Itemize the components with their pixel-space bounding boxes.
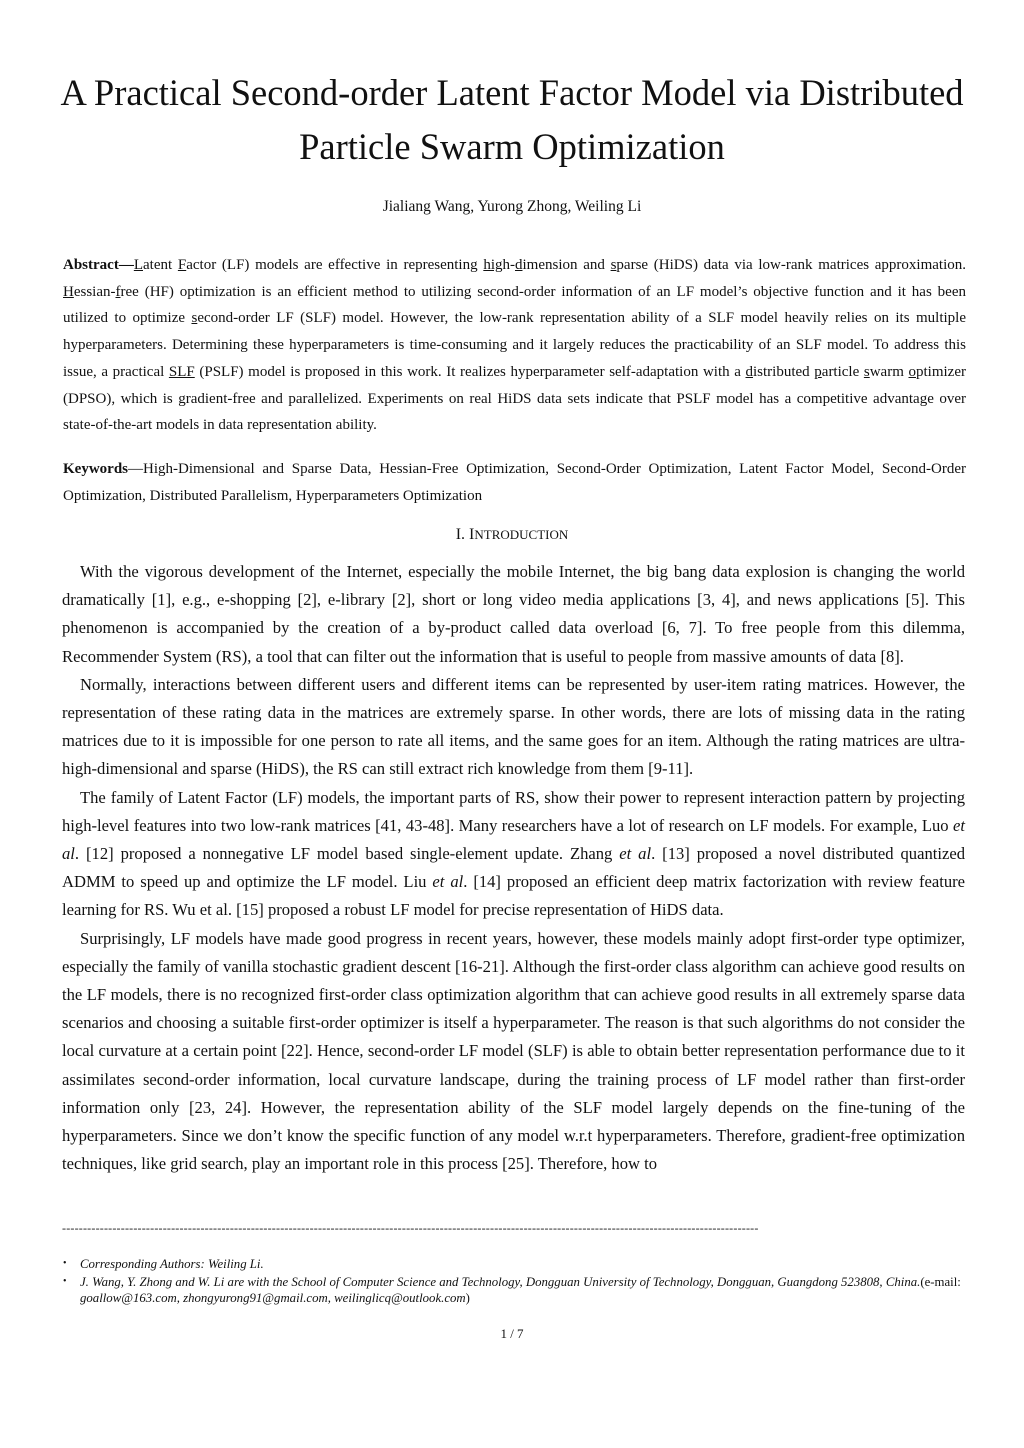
footnote-separator: ---------------------------------------------------------------------------------------------------------------------------------------------------------------------- — [62, 1221, 759, 1235]
abstract-text: atent — [143, 257, 178, 273]
footnote-text — [80, 1274, 963, 1306]
footnote-email-label: (e-mail: — [920, 1275, 961, 1289]
paper-title: A Practical Second-order Latent Factor Model via Distributed Particle Swarm Optimization — [60, 72, 964, 167]
abstract-text: f — [115, 283, 121, 300]
abstract-text: istributed — [753, 363, 815, 380]
section-numeral: I. — [455, 526, 470, 543]
section-heading — [0, 526, 1024, 544]
paragraph-text: . [14] proposed an efficient deep matrix factorization with review feature learning for RS. Wu et al. [15] proposed a robust LF model for precise representation of HiDS data. — [62, 872, 966, 920]
footnote-emails[interactable]: goallow@163.com, zhongyurong91@gmail.com, weilinglicq@outlook.com — [80, 1291, 466, 1305]
abstract-text: s — [191, 310, 198, 327]
paragraph-text: The family of Latent Factor (LF) models, the important parts of RS, show their power to represent interaction pattern by projecting high-level features into two low-rank matrices [41, 43-48]. Many researchers have a lot of research on LF models. For example, Luo — [62, 787, 965, 835]
abstract-text: econd-order LF (SLF) model. However, the low-rank representation ability of a SLF model heavily relies on its multiple hyperparameters. Determining these hyperparameters is time-consuming and it largely reduces the practicability of an SLF model. To address this issue, a practical — [63, 310, 967, 380]
abstract-text: hig — [483, 257, 503, 273]
keywords-label: Keywords — [63, 461, 128, 477]
abstract-text: SLF — [168, 363, 195, 380]
abstract-text: article — [821, 363, 864, 380]
abstract-text: ree (HF) optimization is an efficient method to utilizing second-order information of an LF model’s objective function and it has been utilized to optimize — [63, 283, 966, 327]
paragraph: Normally, interactions between different users and different items can be represented by user-item rating matrices. However, the representation of these rating data in the matrices are extremely sparse. In other words, there are lots of missing data in the rating matrices due to it is impossible for one person to rate all items, and the same goes for an item. Although the rating matrices are ultra-high-dimensional and sparse (HiDS), the RS can still extract rich knowledge from them [9-11]. — [62, 674, 965, 779]
abstract-text: s — [610, 257, 617, 273]
abstract-text: parse (HiDS) data via low-rank matrices approximation. — [616, 257, 967, 273]
abstract-text: (PSLF) model is proposed in this work. It realizes hyperparameter self-adaptation with a — [194, 363, 746, 380]
keywords-text: —High-Dimensional and Sparse Data, Hessian-Free Optimization, Second-Order Optimization, Latent Factor Model, Second-Order Optimization, Distributed Parallelism, Hyperparameters Optimization — [63, 461, 966, 504]
bullet-icon: • — [63, 1258, 67, 1269]
footnote-affiliation: J. Wang, Y. Zhong and W. Li are with the School of Computer Science and Technology, Dongguan University of Technology, Dongguan, Guangdong 523808, China. — [80, 1275, 921, 1289]
abstract-label: Abstract— — [63, 257, 134, 273]
bullet-icon: • — [63, 1276, 67, 1287]
paragraph-text: et al — [62, 815, 965, 864]
abstract-text: o — [908, 363, 916, 380]
abstract — [63, 252, 966, 439]
body-text — [62, 558, 965, 1178]
section-title-initial: I — [469, 526, 475, 543]
paragraph: With the vigorous development of the Internet, especially the mobile Internet, the big bang data explosion is changing the world dramatically [1], e.g., e-shopping [2], e-library [2], short or long video media applications [3, 4], and news applications [5]. This phenomenon is accompanied by the creation of a by-product called data overload [6, 7]. To free people from this dilemma, Recommender System (RS), a tool that can filter out the information that is useful to people from massive amounts of data [8]. — [62, 562, 965, 666]
footnote — [63, 1274, 963, 1306]
abstract-text: essian- — [73, 283, 116, 300]
abstract-text: d — [745, 363, 753, 380]
paragraph-text: . [12] proposed a nonnegative LF model based single-element update. Zhang — [74, 844, 620, 864]
footnote-text: Corresponding Authors: Weiling Li. — [80, 1257, 264, 1271]
abstract-text: s — [863, 363, 870, 380]
paragraph: Surprisingly, LF models have made good progress in recent years, however, these models mainly adopt first-order type optimizer, especially the family of vanilla stochastic gradient descent [16-21]. Although the first-order class algorithm can achieve good results on the LF models, there is no recognized first-order class optimization algorithm that can achieve good results in all extremely sparse data scenarios and choosing a suitable first-order optimizer is itself a hyperparameter. The reason is that such algorithms do not consider the local curvature at a certain point [22]. Hence, second-order LF model (SLF) is able to obtain better representation performance due to it assimilates second-order information, local curvature landscape, during the training process of LF model rather than first-order information only [23, 24]. However, the representation ability of the SLF model largely depends on the fine-tuning of the hyperparameters. Since we don’t know the specific function of any model w.r.t hyperparameters. Therefore, gradient-free optimization techniques, like grid search, play an important role in this process [25]. Therefore, how to — [62, 928, 965, 1174]
section-title-rest: NTRODUCTION — [474, 527, 569, 542]
abstract-text: p — [814, 363, 822, 380]
paragraph-text: et al — [619, 844, 652, 864]
footnote — [63, 1256, 963, 1272]
paragraph-text: . [13] proposed a novel distributed quantized ADMM to speed up and optimize the LF model. Liu — [62, 844, 965, 892]
paragraph — [62, 784, 965, 925]
abstract-text: actor (LF) models are effective in representing — [186, 257, 484, 273]
abstract-text: imension and — [522, 257, 611, 273]
footnote-close: ) — [465, 1291, 470, 1305]
abstract-text: h- — [502, 257, 515, 273]
author-list: Jialiang Wang, Yurong Zhong, Weiling Li — [382, 198, 642, 215]
page-number: 1 / 7 — [500, 1326, 524, 1341]
abstract-text: warm — [869, 363, 909, 380]
abstract-text: H — [63, 283, 74, 300]
paragraph-text: et al — [432, 872, 464, 892]
abstract-text: d — [514, 257, 523, 273]
keywords — [63, 456, 966, 509]
abstract-text: F — [177, 257, 187, 273]
abstract-text: L — [133, 257, 143, 273]
abstract-text: ptimizer (DPSO), which is gradient-free and parallelized. Experiments on real HiDS data sets indicate that PSLF model has a competitive advantage over state-of-the-art models in data representation ability. — [63, 363, 966, 434]
